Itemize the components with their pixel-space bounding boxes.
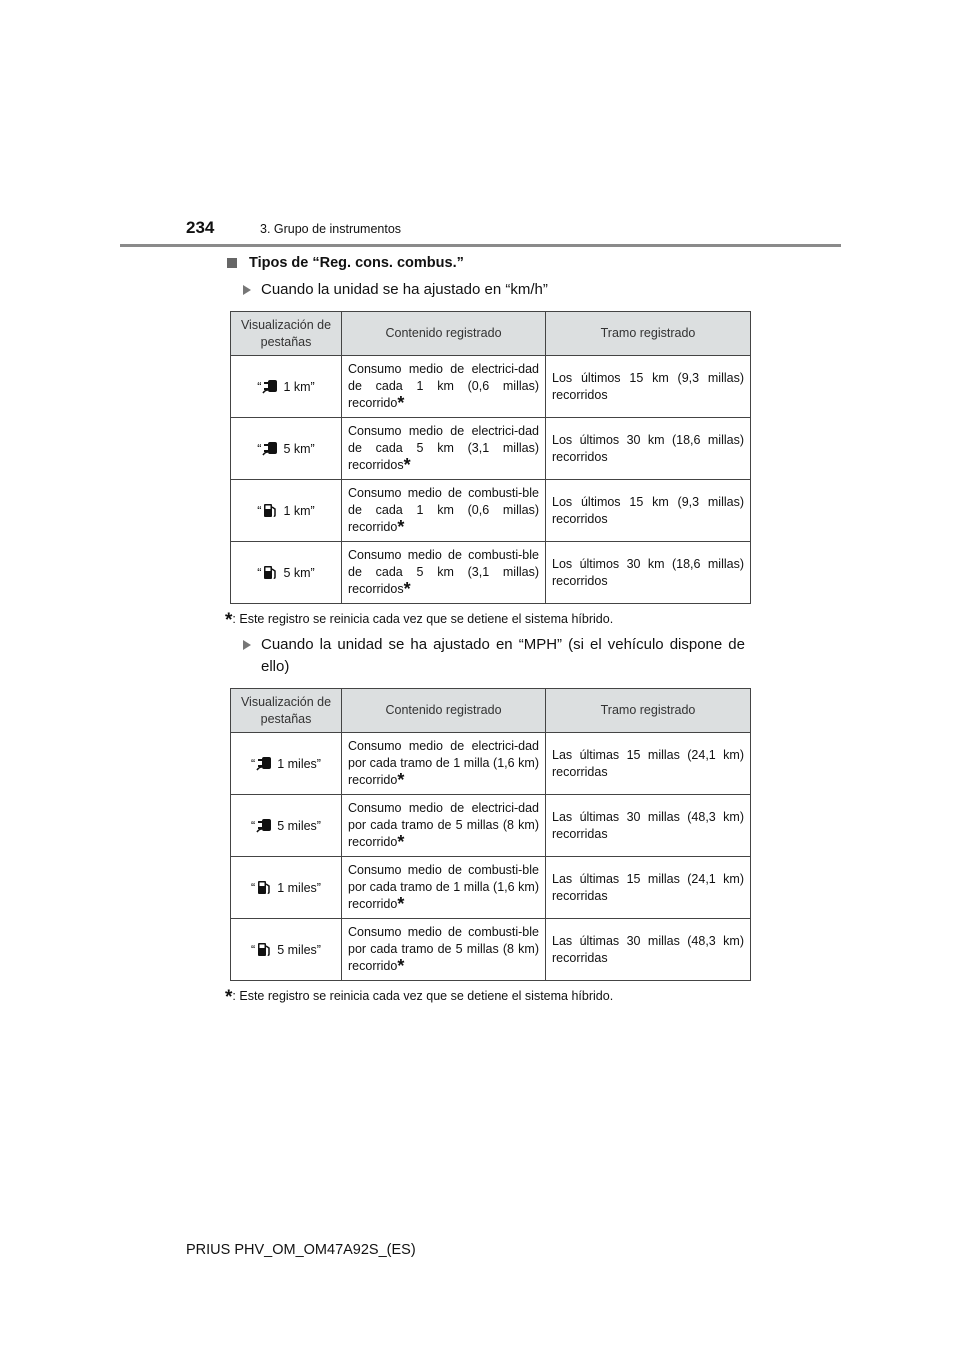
col-header-tab-display: Visualización de pestañas <box>231 312 342 356</box>
range-text: Las últimas 15 millas (24,1 km) recorridas <box>552 871 744 903</box>
fuel-pump-icon <box>262 564 278 580</box>
fuel-pump-icon <box>256 879 272 895</box>
asterisk-mark: * <box>397 956 405 976</box>
tab-label: 1 km <box>283 379 311 394</box>
header-rule <box>120 244 841 247</box>
table-row <box>231 480 751 542</box>
square-bullet-icon <box>227 258 237 268</box>
tab-display-cell <box>231 733 342 795</box>
footnote-kmh-text: : Este registro se reinicia cada vez que se detiene el sistema híbrido. <box>232 612 614 626</box>
content-cell <box>342 795 546 857</box>
close-quote: ” <box>316 818 321 833</box>
electric-plug-icon <box>256 817 272 833</box>
table-row <box>231 418 751 480</box>
table-kmh <box>230 311 751 604</box>
bullet-kmh <box>243 279 753 301</box>
fuel-pump-icon <box>256 941 272 957</box>
chapter-title: 3. Grupo de instrumentos <box>260 222 402 236</box>
close-quote: ” <box>316 756 321 771</box>
table-row <box>231 857 751 919</box>
asterisk-mark: * <box>225 987 233 1008</box>
content-cell <box>342 919 546 981</box>
asterisk-mark: * <box>397 770 405 790</box>
table-header-row <box>231 689 751 733</box>
asterisk-mark: * <box>397 393 405 413</box>
table-mph <box>230 688 751 981</box>
section-heading <box>227 255 464 271</box>
tab-label: 5 km <box>283 441 311 456</box>
footnote-mph <box>225 987 613 1009</box>
document-id: PRIUS PHV_OM_OM47A92S_(ES) <box>186 1242 416 1258</box>
open-quote: “ <box>251 756 256 771</box>
range-cell <box>546 480 751 542</box>
col-header-content: Contenido registrado <box>342 312 546 356</box>
open-quote: “ <box>257 379 262 394</box>
open-quote: “ <box>257 503 262 518</box>
electric-plug-icon <box>262 440 278 456</box>
fuel-pump-icon <box>262 502 278 518</box>
tab-display-cell <box>231 418 342 480</box>
range-cell <box>546 795 751 857</box>
table-header-row <box>231 312 751 356</box>
table-row <box>231 795 751 857</box>
tab-label: 1 miles <box>277 880 317 895</box>
open-quote: “ <box>251 942 256 957</box>
bullet-mph <box>243 634 745 678</box>
asterisk-mark: * <box>225 610 233 631</box>
content-text: Consumo medio de electrici-dad de cada 5 km (3,1 millas) recorridos <box>348 424 539 472</box>
range-text: Los últimos 15 km (9,3 millas) recorridos <box>552 370 744 402</box>
asterisk-mark: * <box>397 517 405 537</box>
range-text: Las últimas 30 millas (48,3 km) recorridas <box>552 809 744 841</box>
open-quote: “ <box>257 565 262 580</box>
content-text: Consumo medio de combusti-ble por cada tramo de 1 milla (1,6 km) recorrido <box>348 863 539 911</box>
bullet-mph-text: Cuando la unidad se ha ajustado en “MPH” (si el vehículo dispone de ello) <box>261 636 745 675</box>
range-cell <box>546 919 751 981</box>
tab-label: 5 km <box>283 565 311 580</box>
range-cell <box>546 542 751 604</box>
content-text: Consumo medio de combusti-ble de cada 5 km (3,1 millas) recorridos <box>348 548 539 596</box>
range-text: Las últimas 30 millas (48,3 km) recorridas <box>552 933 744 965</box>
asterisk-mark: * <box>403 579 411 599</box>
range-cell <box>546 418 751 480</box>
close-quote: ” <box>310 379 315 394</box>
footnote-mph-text: : Este registro se reinicia cada vez que se detiene el sistema híbrido. <box>232 989 614 1003</box>
tab-display-cell <box>231 480 342 542</box>
content-cell <box>342 480 546 542</box>
close-quote: ” <box>310 441 315 456</box>
content-text: Consumo medio de electrici-dad de cada 1 km (0,6 millas) recorrido <box>348 362 539 410</box>
tab-label: 1 km <box>283 503 311 518</box>
tab-display-cell <box>231 542 342 604</box>
col-header-content: Contenido registrado <box>342 689 546 733</box>
asterisk-mark: * <box>397 894 405 914</box>
electric-plug-icon <box>262 378 278 394</box>
range-cell <box>546 733 751 795</box>
tab-display-cell <box>231 356 342 418</box>
col-header-range: Tramo registrado <box>546 689 751 733</box>
content-text: Consumo medio de electrici-dad por cada tramo de 5 millas (8 km) recorrido <box>348 801 539 849</box>
table-row <box>231 919 751 981</box>
content-cell <box>342 418 546 480</box>
close-quote: ” <box>310 565 315 580</box>
range-cell <box>546 356 751 418</box>
close-quote: ” <box>310 503 315 518</box>
asterisk-mark: * <box>403 455 411 475</box>
table-row <box>231 542 751 604</box>
section-heading-text: Tipos de “Reg. cons. combus.” <box>249 255 464 271</box>
tab-display-cell <box>231 857 342 919</box>
table-row <box>231 733 751 795</box>
range-text: Los últimos 30 km (18,6 millas) recorridos <box>552 556 744 588</box>
content-cell <box>342 542 546 604</box>
triangle-bullet-icon <box>243 640 251 650</box>
range-cell <box>546 857 751 919</box>
tab-display-cell <box>231 795 342 857</box>
page-number: 234 <box>186 218 215 237</box>
electric-plug-icon <box>256 755 272 771</box>
triangle-bullet-icon <box>243 285 251 295</box>
tab-label: 5 miles <box>277 942 317 957</box>
open-quote: “ <box>257 441 262 456</box>
close-quote: ” <box>316 880 321 895</box>
bullet-kmh-text: Cuando la unidad se ha ajustado en “km/h” <box>261 281 548 298</box>
content-cell <box>342 857 546 919</box>
tab-label: 5 miles <box>277 818 317 833</box>
content-cell <box>342 733 546 795</box>
range-text: Las últimas 15 millas (24,1 km) recorridas <box>552 747 744 779</box>
tab-display-cell <box>231 919 342 981</box>
range-text: Los últimos 30 km (18,6 millas) recorridos <box>552 432 744 464</box>
close-quote: ” <box>316 942 321 957</box>
content-text: Consumo medio de combusti-ble por cada tramo de 5 millas (8 km) recorrido <box>348 925 539 973</box>
tab-label: 1 miles <box>277 756 317 771</box>
open-quote: “ <box>251 818 256 833</box>
table-row <box>231 356 751 418</box>
content-text: Consumo medio de combusti-ble de cada 1 km (0,6 millas) recorrido <box>348 486 539 534</box>
col-header-range: Tramo registrado <box>546 312 751 356</box>
range-text: Los últimos 15 km (9,3 millas) recorridos <box>552 494 744 526</box>
col-header-tab-display: Visualización de pestañas <box>231 689 342 733</box>
content-cell <box>342 356 546 418</box>
open-quote: “ <box>251 880 256 895</box>
footnote-kmh <box>225 610 613 632</box>
asterisk-mark: * <box>397 832 405 852</box>
content-text: Consumo medio de electrici-dad por cada tramo de 1 milla (1,6 km) recorrido <box>348 739 539 787</box>
